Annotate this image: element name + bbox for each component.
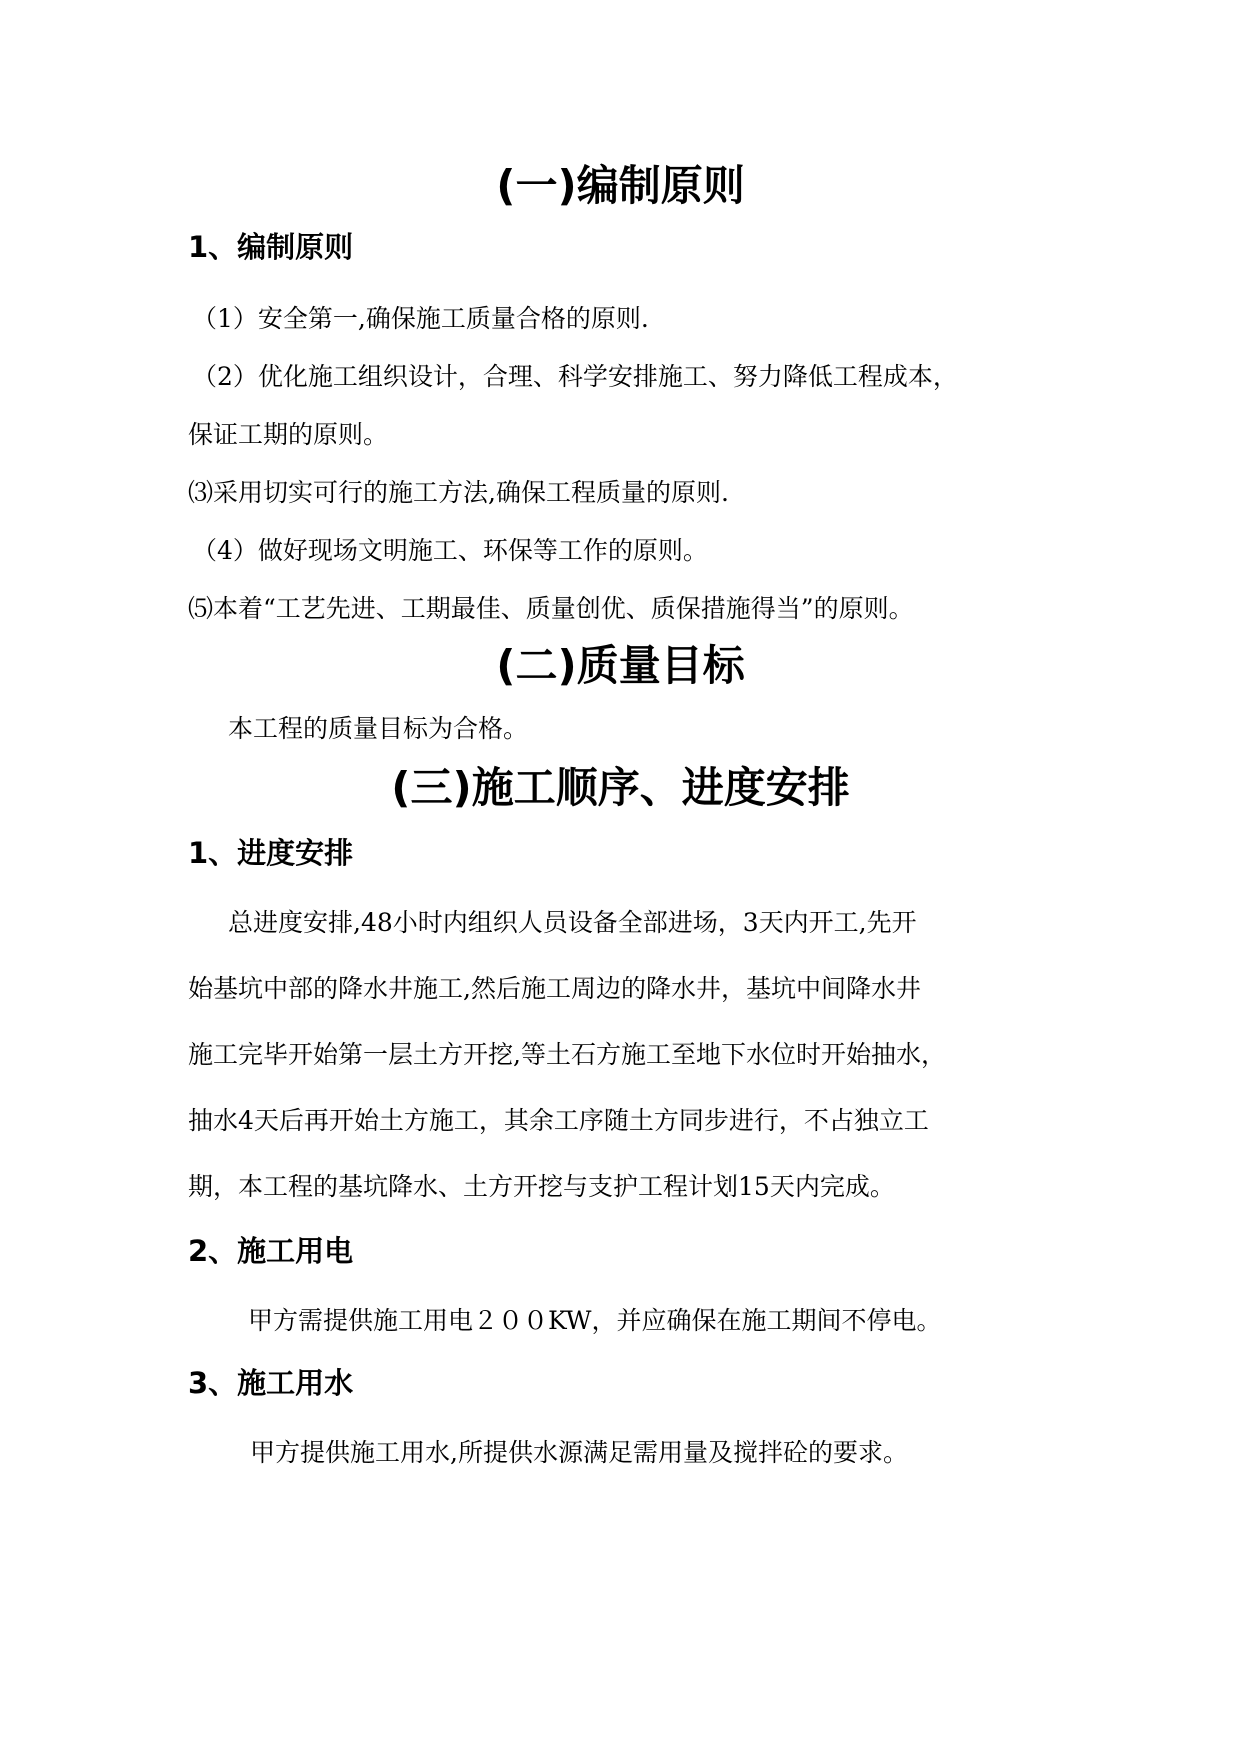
power-supply-text: 甲方需提供施工用电２００KW，并应确保在施工期间不停电。 [248,1306,942,1335]
subsection-heading-1-1: 1、编制原则 [188,230,354,264]
principle-line-4: （4）做好现场文明施工、环保等工作的原则。 [192,536,708,565]
quality-goal-text: 本工程的质量目标为合格。 [228,714,529,743]
water-supply-text: 甲方提供施工用水,所提供水源满足需用量及搅拌砼的要求。 [250,1438,908,1467]
schedule-line-3: 施工完毕开始第一层土方开挖,等土石方施工至地下水位时开始抽水， [188,1040,946,1069]
section-title-3: (三)施工顺序、进度安排 [391,763,850,812]
subsection-heading-3-3: 3、施工用水 [188,1366,354,1400]
schedule-line-1: 总进度安排,48小时内组织人员设备全部进场，3天内开工,先开 [228,908,917,937]
principle-line-5: ⑸本着“工艺先进、工期最佳、质量创优、质保措施得当”的原则。 [188,594,914,623]
schedule-line-5: 期，本工程的基坑降水、土方开挖与支护工程计划15天内完成。 [188,1172,895,1201]
principle-line-3: ⑶采用切实可行的施工方法,确保工程质量的原则. [188,478,729,507]
subsection-heading-3-2: 2、施工用电 [188,1234,354,1268]
principle-line-2-cont: 保证工期的原则。 [188,420,389,449]
principle-line-1: （1）安全第一,确保施工质量合格的原则. [192,304,649,333]
principle-line-2: （2）优化施工组织设计，合理、科学安排施工、努力降低工程成本， [192,362,958,391]
schedule-line-2: 始基坑中部的降水井施工,然后施工周边的降水井，基坑中间降水井 [188,974,921,1003]
section-title-2: (二)质量目标 [496,641,745,690]
section-title-1: (一)编制原则 [496,161,745,210]
schedule-line-4: 抽水4天后再开始土方施工，其余工序随土方同步进行，不占独立工 [188,1106,929,1135]
subsection-heading-3-1: 1、进度安排 [188,836,354,870]
